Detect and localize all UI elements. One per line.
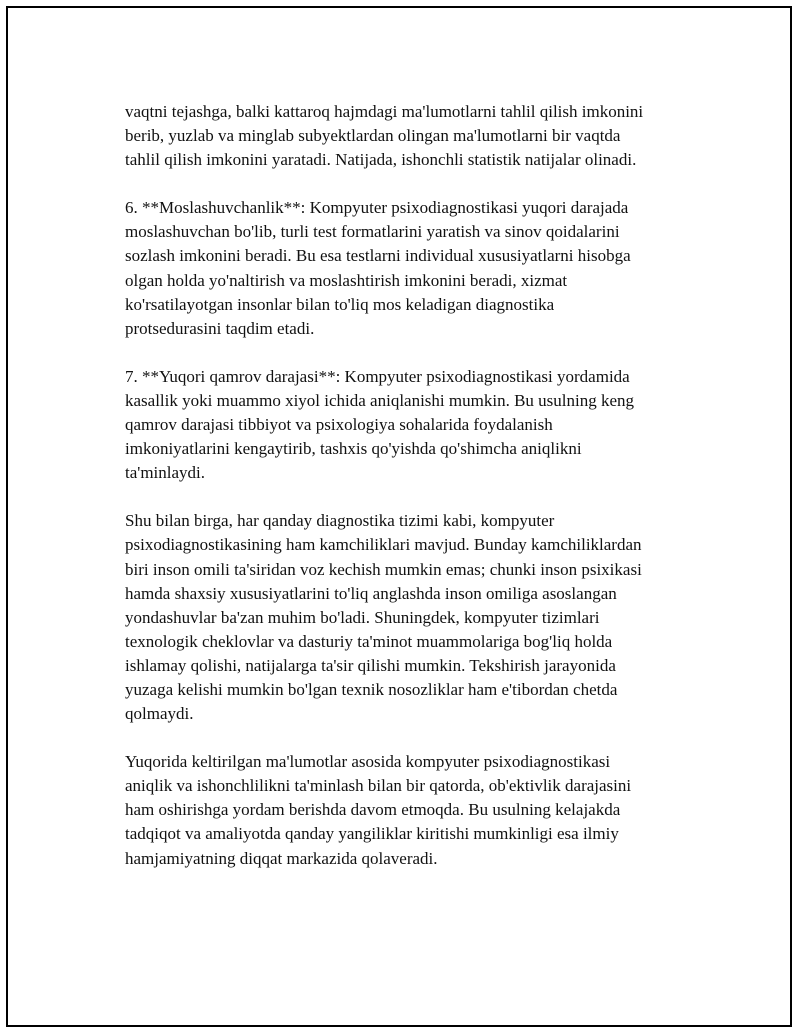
text-line: biri inson omili ta'siridan voz kechish mumkin emas; chunki inson psixikasi <box>125 559 642 579</box>
text-line: qamrov darajasi tibbiyot va psixologiya sohalarida foydalanish <box>125 415 553 435</box>
text-line: sozlash imkonini beradi. Bu esa testlarni individual xususiyatlarni hisobga <box>125 246 631 266</box>
text-line: aniqlik va ishonchlilikni ta'minlash bilan bir qatorda, ob'ektivlik darajasini <box>125 776 632 796</box>
page-frame <box>6 6 792 1027</box>
text-line: 7. **Yuqori qamrov darajasi**: Kompyuter psixodiagnostikasi yordamida <box>125 366 630 386</box>
text-line: Yuqorida keltirilgan ma'lumotlar asosida kompyuter psixodiagnostikasi <box>125 752 611 772</box>
text-line: qolmaydi. <box>125 704 194 724</box>
text-line: tadqiqot va amaliyotda qanday yangiliklar kiritishi mumkinligi esa ilmiy <box>125 824 619 844</box>
text-line: psixodiagnostikasining ham kamchiliklari mavjud. Bunday kamchiliklardan <box>125 535 642 555</box>
text-line: hamjamiyatning diqqat markazida qolaveradi. <box>125 848 438 868</box>
text-line: ko'rsatilayotgan insonlar bilan to'liq mos keladigan diagnostika <box>125 294 555 314</box>
text-line: kasallik yoki muammo xiyol ichida aniqlanishi mumkin. Bu usulning keng <box>125 390 635 410</box>
text-line: ishlamay qolishi, natijalarga ta'sir qilishi mumkin. Tekshirish jarayonida <box>125 655 616 675</box>
text-line: hamda shaxsiy xususiyatlarini to'liq anglashda inson omiliga asoslangan <box>125 583 617 603</box>
text-line: yuzaga kelishi mumkin bo'lgan texnik nosozliklar ham e'tibordan chetda <box>125 679 618 699</box>
text-line: ham oshirishga yordam berishda davom etmoqda. Bu usulning kelajakda <box>125 800 621 820</box>
text-line: olgan holda yo'naltirish va moslashtirish imkonini beradi, xizmat <box>125 270 568 290</box>
text-line: vaqtni tejashga, balki kattaroq hajmdagi ma'lumotlarni tahlil qilish imkonini <box>125 102 644 121</box>
text-line: 6. **Moslashuvchanlik**: Kompyuter psixodiagnostikasi yuqori darajada <box>125 198 629 218</box>
document-body <box>125 100 695 895</box>
text-line: berib, yuzlab va minglab subyektlardan olingan ma'lumotlarni bir vaqtda <box>125 126 621 146</box>
paragraph-drawbacks <box>125 509 695 726</box>
text-line: protsedurasini taqdim etadi. <box>125 318 315 338</box>
paragraph-conclusion <box>125 750 695 870</box>
paragraph-item-6 <box>125 196 695 341</box>
text-line: Shu bilan birga, har qanday diagnostika tizimi kabi, kompyuter <box>125 511 555 531</box>
text-line: yondashuvlar ba'zan muhim bo'ladi. Shuningdek, kompyuter tizimlari <box>125 607 600 627</box>
paragraph-continuation <box>125 100 695 172</box>
text-line: imkoniyatlarini kengaytirib, tashxis qo'yishda qo'shimcha aniqlikni <box>125 439 582 459</box>
text-line: ta'minlaydi. <box>125 463 206 483</box>
text-line: tahlil qilish imkonini yaratadi. Natijada, ishonchli statistik natijalar olinadi. <box>125 150 637 170</box>
text-line: moslashuvchan bo'lib, turli test formatlarini yaratish va sinov qoidalarini <box>125 222 620 242</box>
text-line: texnologik cheklovlar va dasturiy ta'minot muammolariga bog'liq holda <box>125 631 613 651</box>
paragraph-item-7 <box>125 365 695 485</box>
